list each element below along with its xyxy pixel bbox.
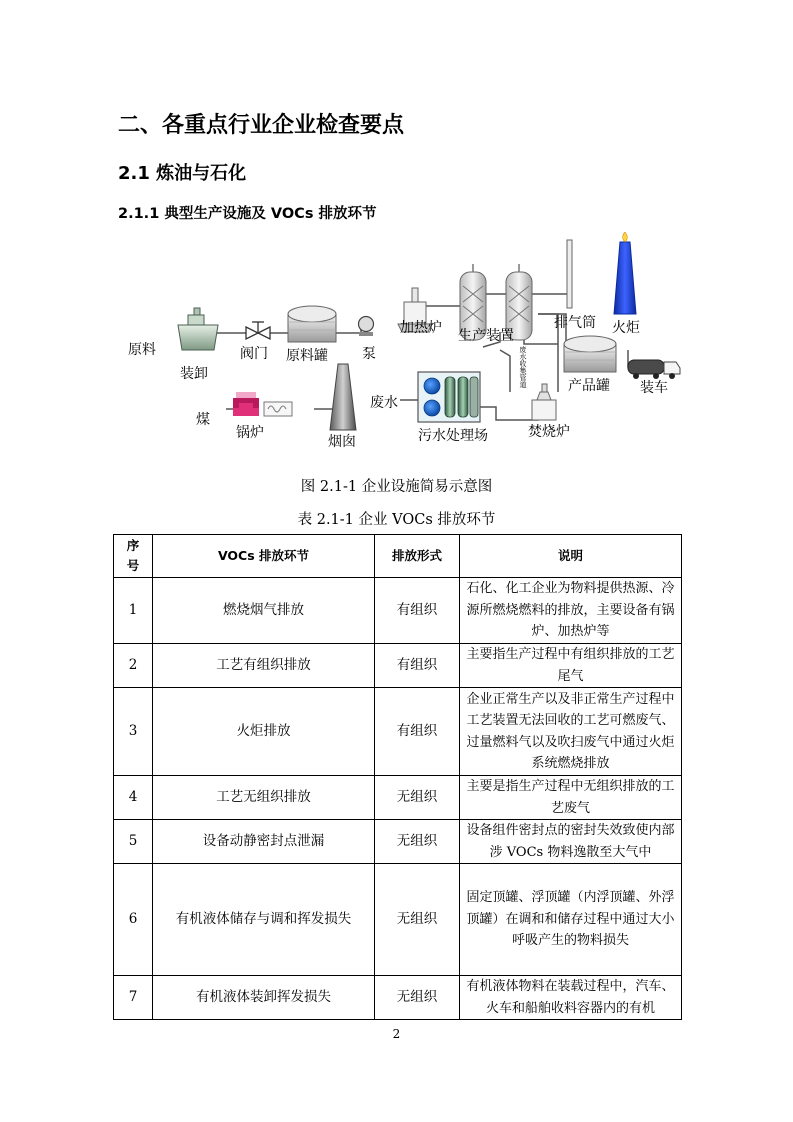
cell-form: 无组织 — [375, 776, 460, 820]
cell-form: 无组织 — [375, 820, 460, 864]
cell-desc: 固定顶罐、浮顶罐（内浮顶罐、外浮顶罐）在调和和储存过程中通过大小呼吸产生的物料损失 — [460, 864, 682, 976]
exhaust-stack — [567, 240, 572, 308]
label-coal: 煤 — [196, 412, 210, 428]
table-row — [114, 644, 682, 688]
flare-tower — [614, 232, 636, 314]
cell-form: 无组织 — [375, 864, 460, 976]
product-tank — [564, 336, 616, 372]
voc-emission-table — [113, 534, 682, 1020]
chimney — [330, 364, 356, 430]
table-caption: 表 2.1-1 企业 VOCs 排放环节 — [297, 512, 496, 528]
page-number: 2 — [392, 1027, 401, 1041]
cell-no: 7 — [114, 976, 153, 1020]
figure-caption: 图 2.1-1 企业设施简易示意图 — [300, 479, 493, 495]
cell-no: 5 — [114, 820, 153, 864]
table-row — [114, 976, 682, 1020]
raw-material-tank — [288, 306, 336, 342]
tanker-truck — [628, 360, 680, 379]
label-loading: 装车 — [640, 380, 668, 396]
cell-desc: 石化、化工企业为物料提供热源、冷源所燃烧燃料的排放，主要设备有锅炉、加热炉等 — [460, 578, 682, 644]
label-chimney: 烟囱 — [328, 434, 356, 450]
subsection-heading: 2.1 炼油与石化 — [118, 163, 247, 184]
header-desc: 说明 — [460, 535, 682, 578]
cell-stage: 燃烧烟气排放 — [153, 578, 375, 644]
cell-stage: 设备动静密封点泄漏 — [153, 820, 375, 864]
cell-no: 6 — [114, 864, 153, 976]
label-unload: 装卸 — [180, 366, 208, 382]
pump-icon — [359, 317, 374, 337]
cell-form: 有组织 — [375, 644, 460, 688]
section-heading: 二、各重点行业企业检查要点 — [118, 113, 405, 138]
label-valve: 阀门 — [240, 346, 268, 362]
cell-desc: 设备组件密封点的密封失效致使内部涉 VOCs 物料逸散至大气中 — [460, 820, 682, 864]
cell-no: 1 — [114, 578, 153, 644]
incinerator — [532, 384, 556, 420]
table-row — [114, 776, 682, 820]
raw-material-ship — [178, 308, 218, 350]
label-heater: 加热炉 — [400, 320, 442, 336]
label-pump: 泵 — [362, 346, 376, 362]
label-raw-tank: 原料罐 — [286, 348, 328, 364]
table-row — [114, 864, 682, 976]
header-form: 排放形式 — [375, 535, 460, 578]
label-incinerator: 焚烧炉 — [528, 424, 570, 440]
cell-form: 有组织 — [375, 688, 460, 776]
label-raw: 原料 — [128, 342, 156, 358]
cell-desc: 主要是指生产过程中无组织排放的工艺废气 — [460, 776, 682, 820]
header-no: 序号 — [114, 535, 153, 578]
label-stack: 排气筒 — [554, 315, 596, 331]
cell-no: 4 — [114, 776, 153, 820]
cell-no: 3 — [114, 688, 153, 776]
header-stage: VOCs 排放环节 — [153, 535, 375, 578]
label-wastewater: 废水 — [370, 395, 398, 411]
boiler — [233, 392, 292, 416]
wastewater-treatment-plant — [418, 372, 480, 422]
facility-diagram — [118, 232, 684, 460]
label-collection: 废水收集管道 — [519, 346, 527, 388]
cell-stage: 工艺无组织排放 — [153, 776, 375, 820]
table-row — [114, 820, 682, 864]
cell-form: 无组织 — [375, 976, 460, 1020]
cell-desc: 企业正常生产以及非正常生产过程中工艺装置无法回收的工艺可燃废气、过量燃料气以及吹扫废气中通过火炬系统燃烧排放 — [460, 688, 682, 776]
cell-stage: 有机液体储存与调和挥发损失 — [153, 864, 375, 976]
table-row — [114, 578, 682, 644]
cell-desc: 有机液体物料在装载过程中，汽车、火车和船舶收料容器内的有机 — [460, 976, 682, 1020]
cell-form: 有组织 — [375, 578, 460, 644]
cell-no: 2 — [114, 644, 153, 688]
cell-stage: 工艺有组织排放 — [153, 644, 375, 688]
cell-desc: 主要指生产过程中有组织排放的工艺尾气 — [460, 644, 682, 688]
label-product-tank: 产品罐 — [568, 378, 610, 394]
cell-stage: 有机液体装卸挥发损失 — [153, 976, 375, 1020]
label-boiler: 锅炉 — [236, 425, 264, 441]
table-row — [114, 688, 682, 776]
label-production: 生产装置 — [458, 328, 514, 344]
cell-stage: 火炬排放 — [153, 688, 375, 776]
valve-icon — [246, 322, 270, 339]
label-flare: 火炬 — [612, 320, 640, 336]
label-treatment: 污水处理场 — [418, 428, 488, 444]
subsubsection-heading: 2.1.1 典型生产设施及 VOCs 排放环节 — [118, 206, 377, 222]
